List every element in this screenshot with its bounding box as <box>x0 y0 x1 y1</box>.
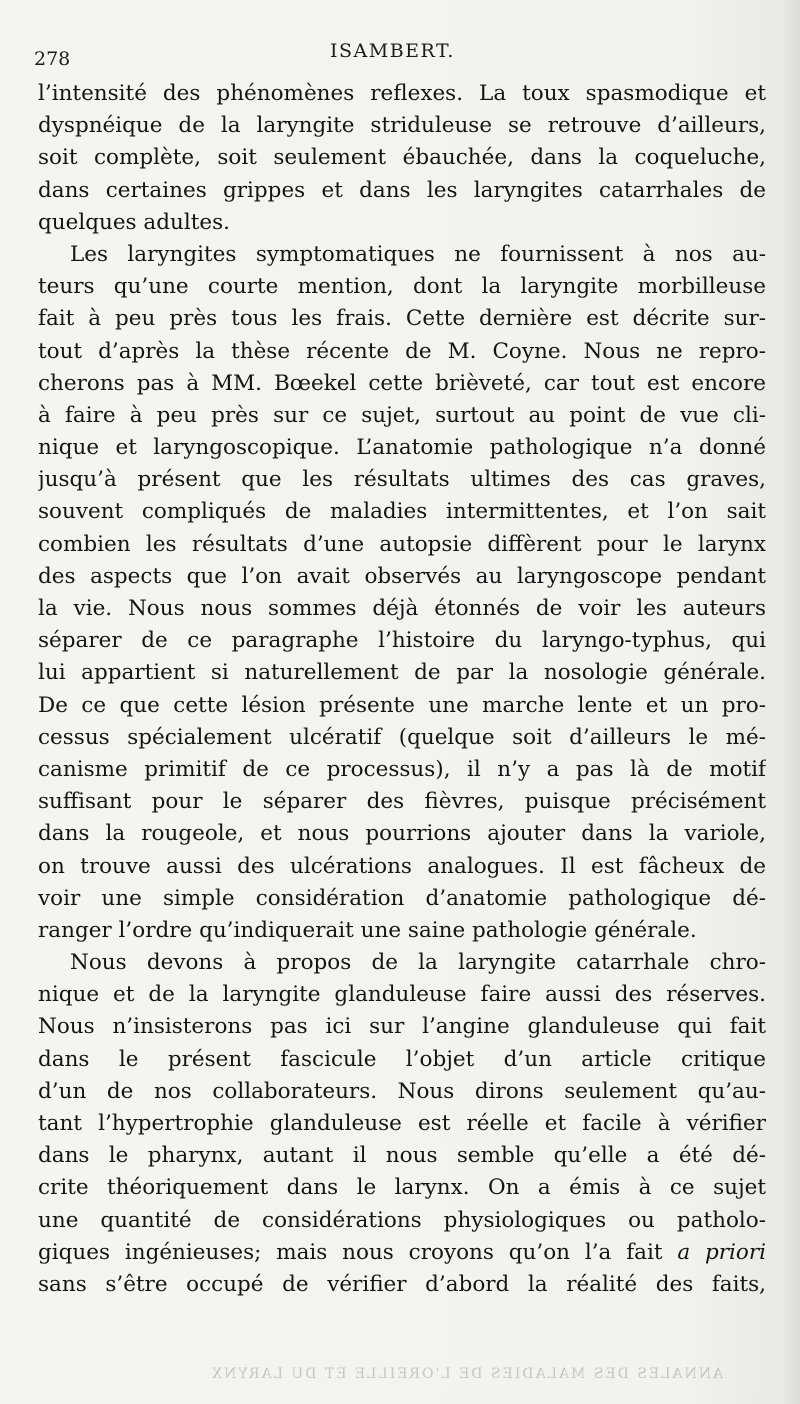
text-line <box>38 175 766 207</box>
text-line-content: combien les résultats d’une autopsie diffèrent pour le larynx <box>38 531 766 557</box>
text-line <box>38 303 766 335</box>
text-line <box>38 1205 766 1237</box>
text-line-content: à faire à peu près sur ce sujet, surtout au point de vue cli- <box>38 402 766 428</box>
bleed-through-footer: ANNALES DES MALADIES DE L'OREILLE ET DU LARYNX <box>210 1366 724 1382</box>
text-line <box>38 1172 766 1204</box>
text-line <box>38 529 766 561</box>
text-line <box>38 464 766 496</box>
text-line-content: nique et de la laryngite glanduleuse faire aussi des réserves. <box>38 982 766 1008</box>
text-line-content: Nous devons à propos de la laryngite catarrhale chro- <box>70 950 766 976</box>
text-line <box>38 78 766 110</box>
text-line <box>38 1140 766 1172</box>
text-line <box>38 593 766 625</box>
text-line <box>38 1269 766 1301</box>
text-line <box>38 1011 766 1043</box>
page-number: 278 <box>34 48 71 70</box>
text-line <box>38 142 766 174</box>
text-line-content: sans s’être occupé de vérifier d’abord la réalité des faits, <box>38 1271 766 1297</box>
text-line <box>38 1108 766 1140</box>
text-line-content: l’intensité des phénomènes reflexes. La toux spasmodique et <box>38 81 766 106</box>
text-line <box>38 657 766 689</box>
text-line <box>38 883 766 915</box>
text-line <box>38 1044 766 1076</box>
text-line-content: nique et laryngoscopique. L’anatomie pathologique n’a donné <box>38 435 766 461</box>
text-line-content: quelques adultes. <box>38 209 230 235</box>
text-line <box>38 110 766 142</box>
text-line-content: dans le pharynx, autant il nous semble qu’elle a été dé- <box>38 1143 766 1169</box>
text-line <box>38 722 766 754</box>
text-line-content: suffisant pour le séparer des fièvres, puisque précisément <box>38 789 766 815</box>
text-line <box>38 432 766 464</box>
text-line-content: séparer de ce paragraphe l’histoire du laryngo-typhus, qui <box>38 628 766 654</box>
text-line <box>38 561 766 593</box>
page-edge-shadow <box>782 0 800 1404</box>
text-line-content: De ce que cette lésion présente une marche lente et un pro- <box>38 692 766 718</box>
text-line <box>38 1237 766 1269</box>
text-line-content: voir une simple considération d’anatomie pathologique dé- <box>38 885 766 911</box>
text-line-content: tant l’hypertrophie glanduleuse est réelle et facile à vérifier <box>38 1111 766 1136</box>
text-line <box>38 207 766 239</box>
text-line-content: tout d’après la thèse récente de M. Coyne. Nous ne repro- <box>38 338 766 364</box>
text-line-content: lui appartient si naturellement de par la nosologie générale. <box>38 660 766 686</box>
text-line-content: dans le présent fascicule l’objet d’un article critique <box>38 1046 766 1072</box>
text-line-content: cherons pas à MM. Bœekel cette brièveté, car tout est encore <box>38 370 766 396</box>
text-line <box>38 271 766 303</box>
text-line <box>38 336 766 368</box>
text-line <box>38 625 766 657</box>
text-line <box>38 368 766 400</box>
text-line <box>38 1076 766 1108</box>
text-line-content: fait à peu près tous les frais. Cette dernière est décrite sur- <box>38 306 766 332</box>
text-line-content: soit complète, soit seulement ébauchée, dans la coqueluche, <box>38 145 766 171</box>
running-title: ISAMBERT. <box>330 40 455 62</box>
text-line-content: canisme primitif de ce processus), il n’y a pas là de motif <box>38 756 766 782</box>
text-line <box>38 239 766 271</box>
text-line <box>38 786 766 818</box>
text-line <box>38 690 766 722</box>
text-line-content: une quantité de considérations physiologiques ou patholo- <box>38 1207 766 1233</box>
body-text <box>38 78 766 1301</box>
text-line <box>38 496 766 528</box>
text-line <box>38 818 766 850</box>
text-line <box>38 979 766 1011</box>
text-line-content: souvent compliqués de maladies intermittentes, et l’on sait <box>38 499 766 525</box>
text-line-content: ranger l’ordre qu’indiquerait une saine pathologie générale. <box>38 917 697 943</box>
text-line <box>38 851 766 883</box>
text-line-content: dans la rougeole, et nous pourrions ajouter dans la variole, <box>38 821 766 847</box>
text-line <box>38 754 766 786</box>
text-line <box>38 947 766 979</box>
text-line-content: des aspects que l’on avait observés au laryngoscope pendant <box>38 563 766 589</box>
text-line-content: crite théoriquement dans le larynx. On a émis à ce sujet <box>38 1175 766 1201</box>
text-line-content: la vie. Nous nous sommes déjà étonnés de voir les auteurs <box>38 596 766 621</box>
text-line-content: jusqu’à présent que les résultats ultimes des cas graves, <box>38 467 766 493</box>
text-line-content: dans certaines grippes et dans les laryngites catarrhales de <box>38 177 766 203</box>
running-head <box>34 34 764 74</box>
text-line-content: cessus spécialement ulcératif (quelque soit d’ailleurs le mé- <box>38 724 766 750</box>
text-line <box>38 915 766 947</box>
text-line <box>38 400 766 432</box>
text-line-content: Les laryngites symptomatiques ne fournissent à nos au- <box>70 241 766 267</box>
text-line-content: giques ingénieuses; mais nous croyons qu’on l’a fait <box>38 1239 678 1265</box>
text-line-content: dyspnéique de la laryngite striduleuse se retrouve d’ailleurs, <box>38 113 766 139</box>
italic-phrase: a priori <box>677 1239 766 1265</box>
text-line-content: on trouve aussi des ulcérations analogues. Il est fâcheux de <box>38 853 766 879</box>
text-line-content: Nous n’insisterons pas ici sur l’angine glanduleuse qui fait <box>38 1014 766 1040</box>
text-line-content: d’un de nos collaborateurs. Nous dirons seulement qu’au- <box>38 1078 766 1104</box>
text-line-content: teurs qu’une courte mention, dont la laryngite morbilleuse <box>38 274 766 300</box>
